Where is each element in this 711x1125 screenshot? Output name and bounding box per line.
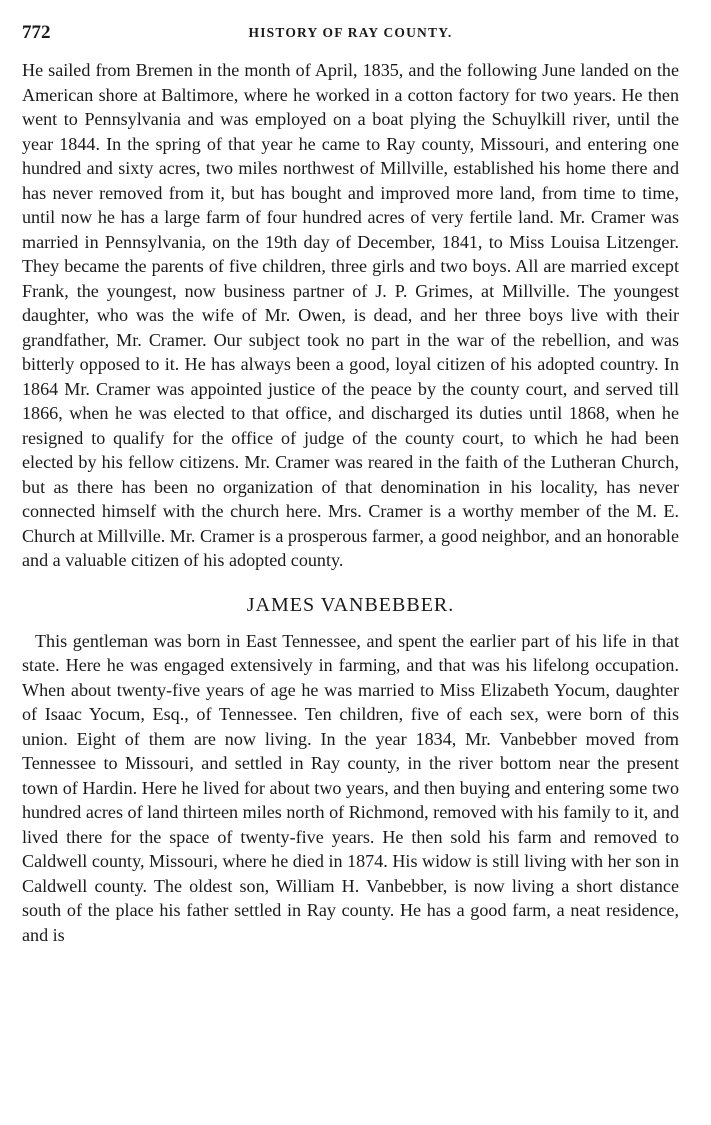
vanbebber-biography-paragraph: This gentleman was born in East Tennessee, and spent the earlier part of his life in that state. Here he was engaged extensively in farming, and that was his lifelong occupation. When about twenty-five years of age he was married to Miss Elizabeth Yocum, daughter of Isaac Yocum, Esq., of Tennessee. Ten children, five of each sex, were born of this union. Eight of them are now living. In the year 1834, Mr. Vanbebber moved from Tennessee to Missouri, and settled in Ray county, in the river bottom near the present town of Hardin. Here he lived for about two years, and then buying and entering some two hundred acres of land thirteen miles north of Richmond, removed with his family to it, and lived there for the space of twenty-five years. He then sold his farm and removed to Caldwell county, Missouri, where he died in 1874. His widow is still living with her son in Caldwell county. The oldest son, William H. Vanbebber, is now living a short distance south of the place his father settled in Ray county. He has a good farm, a neat residence, and is: [22, 630, 679, 945]
cramer-biography-paragraph: He sailed from Bremen in the month of April, 1835, and the following June landed on the American shore at Baltimore, where he worked in a cotton factory for two years. He then went to Pennsylvania and was employed on a boat plying the Schuylkill river, until the year 1844. In the spring of that year he came to Ray county, Missouri, and entering one hundred and sixty acres, two miles northwest of Millville, established his home there and has never removed from it, but has bought and improved more land, from time to time, until now he has a large farm of four hundred acres of very fertile land. Mr. Cramer was married in Pennsylvania, on the 19th day of December, 1841, to Miss Louisa Litzenger. They became the parents of five children, three girls and two boys. All are married except Frank, the youngest, now business partner of J. P. Grimes, at Millville. The youngest daughter, who was the wife of Mr. Owen, is dead, and her three boys live with their grandfather, Mr. Cramer. Our subject took no part in the war of the rebellion, and was bitterly opposed to it. He has always been a good, loyal citizen of his adopted country. In 1864 Mr. Cramer was appointed justice of the peace by the county court, and served till 1866, when he was elected to that office, and discharged its duties until 1868, when he resigned to qualify for the office of judge of the county court, to which he had been elected by his fellow citizens. Mr. Cramer was reared in the faith of the Lutheran Church, but as there has been no organization of that denomination in his locality, has never connected himself with the church here. Mrs. Cramer is a worthy member of the M. E. Church at Millville. Mr. Cramer is a prosperous farmer, a good neighbor, and an honorable and a valuable citizen of his adopted county.: [22, 60, 679, 570]
running-head: [22, 22, 679, 44]
book-page: [22, 22, 679, 947]
section-heading: JAMES VANBEBBER.: [246, 593, 455, 616]
page-number: 772: [22, 22, 51, 43]
running-title: HISTORY OF RAY COUNTY.: [248, 25, 453, 40]
